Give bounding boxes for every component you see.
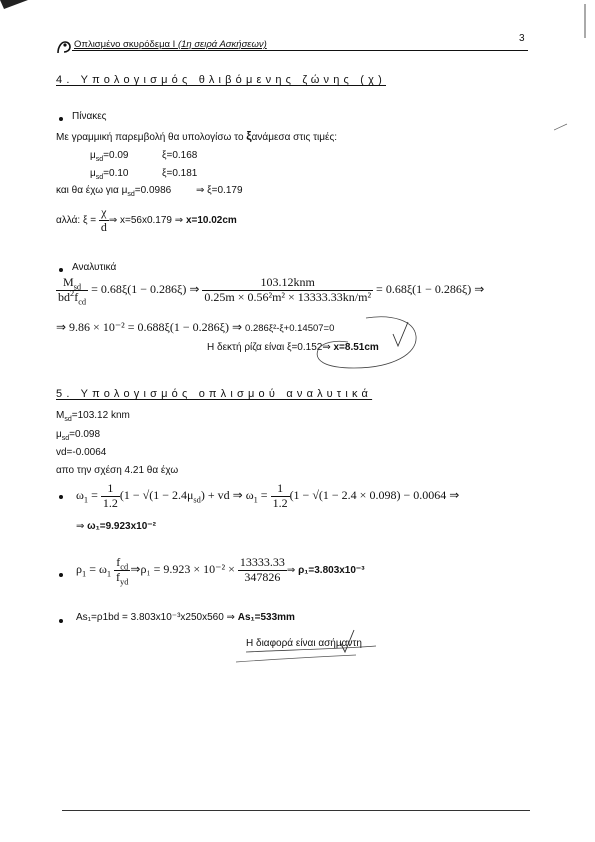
eq2-main: ⇒ 9.86 × 10⁻² = 0.688ξ(1 − 0.286ξ) ⇒ [56,320,243,334]
musd-text: =0.098 [69,429,101,440]
intro-text-b: ανάμεσα στις τιμές: [251,132,338,143]
footer-rule [62,810,530,811]
row2-mu-value: =0.10 [103,168,129,179]
bullet-analytic [59,268,63,272]
interpolation-intro [56,129,337,143]
x-result-analytic: x=8.51cm [333,342,379,353]
intro-text-a: Με γραμμική παρεμβολή θα υπολογίσω το [56,132,247,143]
interpolation-result: και θα έχω για $\mu_{sd}=0.0986$ [56,185,172,198]
tables-label: Πίνακες [72,111,107,122]
chi-numerator: χ [101,205,107,219]
header-title [74,39,267,50]
equation-2 [56,320,334,335]
interp-xi-result: ⇒ ξ=0.179 [196,185,243,196]
rho-arrow: ⇒ [286,565,299,577]
chi-over-d-fraction [99,206,109,235]
omega-frac1-den: 1.2 [102,495,118,510]
depth-equation [56,206,237,235]
eq1-m-sub: sd [73,282,82,292]
section-4-heading: 4. Υπολογισμός θλιβόμενης ζώνης (χ) [56,74,386,86]
vd-value: vd=-0.0064 [56,447,107,458]
equation-1 [56,276,484,305]
header-title-plain: Οπλισμένο σκυρόδεμα Ι [74,39,178,50]
section-5-heading: 5. Υπολογισμός οπλισμού αναλυτικά [56,388,373,400]
rho-frac-num: 13333.33 [239,555,285,569]
rho-fyd: f [116,569,121,584]
rho-frac-den: 347826 [238,570,287,585]
omega-fraction-1 [101,482,120,511]
rho-fcd: f [116,555,121,569]
rho-numeric-fraction [238,556,287,585]
as-equation [76,612,295,623]
omega-eq-c: (1 − √(1 − 2.4 × 0.098) − 0.0064 ⇒ [289,488,460,503]
omega-frac2-den: 1.2 [272,495,288,510]
rho-equation: $\rho_1 = \omega_1$ $\frac{f_{cd}}{f_{yd}}$ ⇒ρ₁ = 9.923 × 10⁻² × $\frac{13333.33}{347826}$ ⇒ ρ₁=3.803x10⁻³ [76,555,365,587]
omega-result-prefix: ⇒ [76,521,88,532]
eq1-rhs: = 0.68ξ(1 − 0.286ξ) ⇒ [376,282,485,297]
as-result: As₁=533mm [237,612,295,623]
bullet-omega [59,495,63,499]
page-corner-mark [0,0,30,14]
omega-eq-a: (1 − √(1 − 2.4μ [119,488,194,503]
omega-fraction-2 [271,482,290,511]
handwritten-underline-mark [226,624,386,668]
x-result-table: x=10.02cm [185,214,237,226]
difference-note: Η διαφορά είναι ασήμαντη [246,638,362,649]
eq1-f-sub: cd [78,297,87,307]
msd-text: =103.12 knm [71,410,130,421]
eq1-frac-den: 0.25m × 0.56²m² × 13333.33kn/m² [204,289,372,304]
bullet-rho [59,573,63,577]
header-rule [72,50,528,51]
fcd-over-fyd-fraction: $\frac{f_{cd}}{f_{yd}}$ [116,555,129,587]
eq1-frac-num: 103.12knm [260,275,315,289]
eq1-bd-sup: 2 [70,288,75,298]
omega-frac1-num: 1 [107,481,114,495]
musd-value: $\mu_{sd}=0.098$ [56,429,101,442]
page-edge-mark [582,4,588,38]
table-row-1-mu: $\mu_{sd}=0.09$ [90,150,129,163]
omega-result-line [76,521,156,532]
omega-result: ω₁=9.923x10⁻² [87,521,156,532]
table-row-2-xi: ξ=0.181 [162,168,198,179]
eq2-quadratic: 0.286ξ²-ξ+0.14507=0 [245,323,335,334]
interp-mu-value: =0.0986 [134,185,172,196]
eq1-numeric-fraction [202,276,373,305]
row1-mu-value: =0.09 [103,150,129,161]
intro-xi-symbol: ξ [246,129,252,143]
but-middle: ⇒ x=56x0.179 ⇒ [108,214,186,226]
msd-value: $M_{sd}=103.12$ knm [56,410,130,423]
eq1-bd: bd [58,289,70,304]
root-text: Η δεκτή ρίζα είναι ξ=0.152 [207,342,323,353]
omega-frac2-num: 1 [277,481,284,495]
table-row-2-mu: $\mu_{sd}=0.10$ [90,168,129,181]
rho-result: ρ₁=3.803x10⁻³ [298,565,365,577]
page-number: 3 [519,33,525,44]
rho-middle: ⇒ρ₁ = 9.923 × 10⁻² × [130,562,235,577]
relation-text: απο την σχέση 4.21 θα έχω [56,465,179,476]
header-title-italic: (1η σειρά Ασκήσεων) [177,39,267,50]
but-prefix: αλλά: ξ = [56,214,99,226]
msd-over-bd2fcd-fraction [56,276,88,305]
omega-eq-b: ) + vd ⇒ ω [200,488,254,503]
eq1-m: M [62,275,74,289]
omega-equation: $\omega_1$ = $\frac{1}{1.2}$ ($1 - √(1 - 2.4\mu_{sd})$ + vd ⇒ $\omega_1$ = $\frac{1}{1.2}$ (1 − √(1 − 2.4 × 0.098) − 0.0064 ⇒ [76,481,460,510]
root-arrow: ⇒ [322,342,331,353]
handwritten-loop-mark [296,310,426,380]
header-logo-icon [56,40,72,54]
bullet-tables [59,117,63,121]
interp-text: και θα έχω για [56,185,122,196]
eq1-f: f [74,289,79,304]
d-denominator: d [100,219,107,234]
margin-tick-mark [554,123,568,131]
as-text: As₁=ρ1bd = 3.803x10⁻³x250x560 ⇒ [76,612,238,623]
table-row-1-xi: ξ=0.168 [162,150,198,161]
analytic-label: Αναλυτικά [72,262,117,273]
bullet-as [59,619,63,623]
eq1-middle: = 0.68ξ(1 − 0.286ξ) ⇒ [91,282,200,297]
